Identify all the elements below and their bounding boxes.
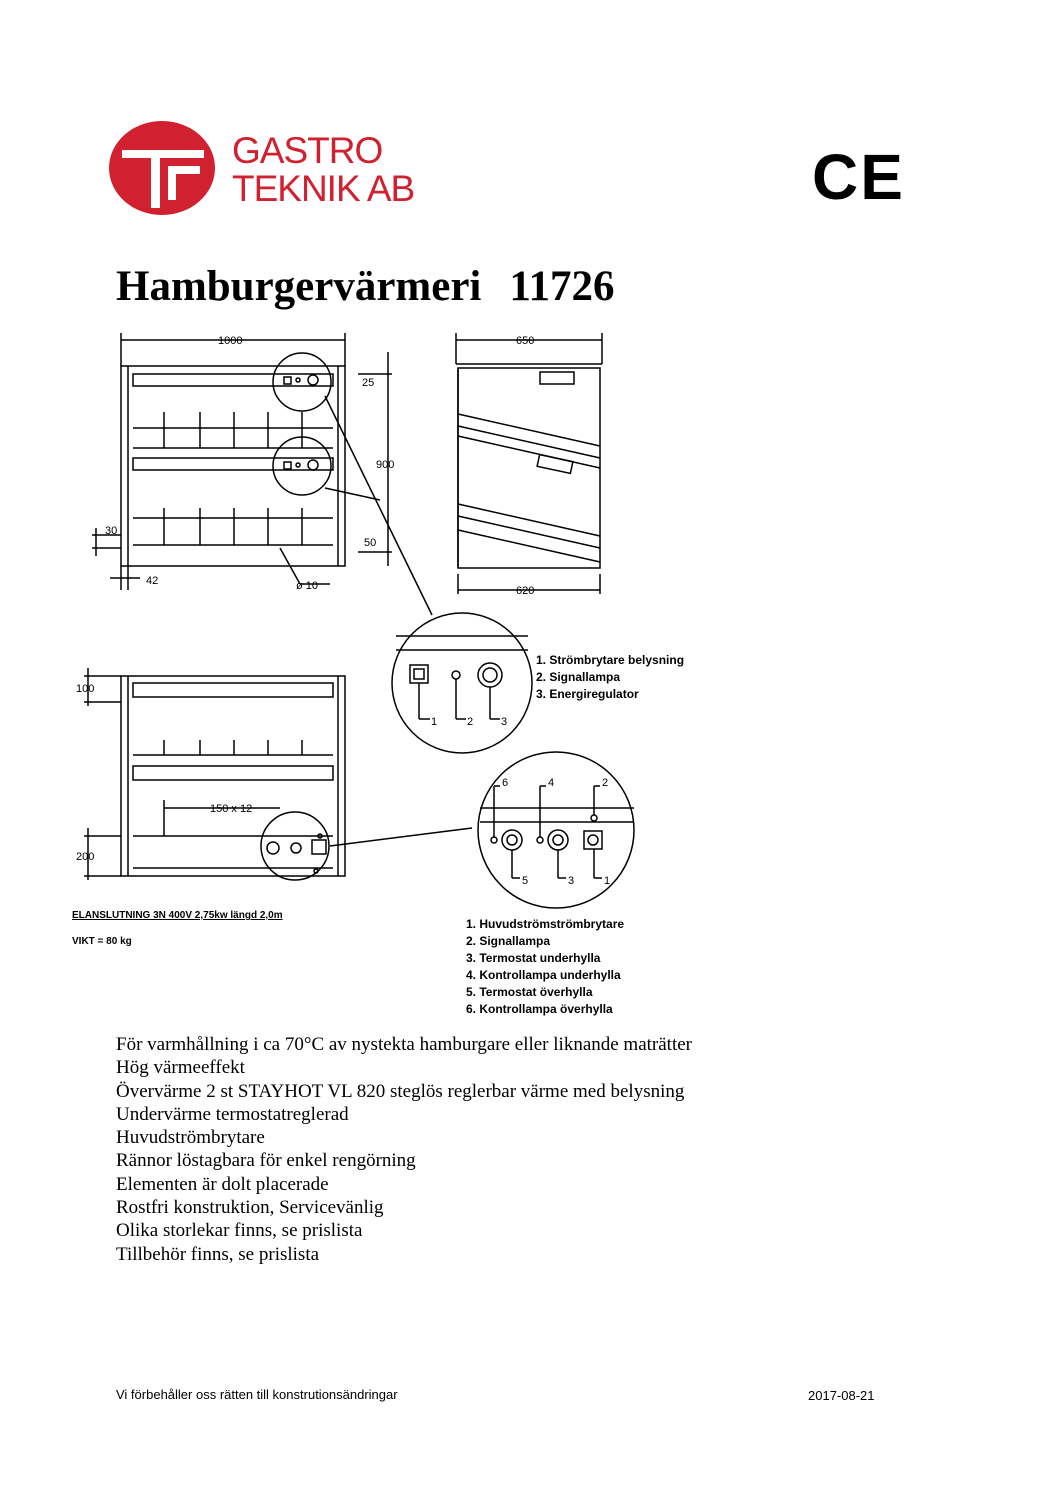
feature-item: Rännor löstagbara för enkel rengörning: [116, 1150, 416, 1172]
feature-item: Undervärme termostatreglerad: [116, 1103, 349, 1125]
callout-top-3: 3: [501, 716, 508, 728]
dim-side-depth-bottom: 620: [516, 585, 535, 597]
product-number: 11726: [509, 263, 615, 310]
legend-item: 3. Energiregulator: [536, 687, 639, 701]
legend-top-detail: [536, 652, 684, 703]
feature-item: Rostfri konstruktion, Servicevänlig: [116, 1197, 384, 1219]
dim-top-gap: 25: [362, 377, 375, 389]
legend-item: 1. Strömbrytare belysning: [536, 653, 685, 667]
callout-top-1: 1: [431, 716, 438, 728]
callout-bottom-2: 2: [602, 777, 609, 789]
page-title: [116, 262, 615, 311]
callout-bottom-5: 5: [522, 875, 529, 887]
feature-item: Tillbehör finns, se prislista: [116, 1243, 320, 1265]
electrical-connection: ELANSLUTNING 3N 400V 2,75kw längd 2,0m: [72, 910, 283, 921]
legend-item: 2. Signallampa: [536, 670, 621, 684]
dim-bar-height: 30: [105, 525, 118, 537]
feature-item: Huvudströmbrytare: [116, 1127, 265, 1149]
feature-item: Elementen är dolt placerade: [116, 1173, 329, 1195]
legend-item: 4. Kontrollampa underhylla: [466, 968, 621, 982]
legend-item: 3. Termostat underhylla: [466, 951, 601, 965]
legend-item: 5. Termostat överhylla: [466, 985, 593, 999]
callout-bottom-1: 1: [604, 875, 611, 887]
callout-bottom-6: 6: [502, 777, 509, 789]
gastroteknik-logo-icon: [108, 120, 220, 216]
dim-back-top: 100: [76, 683, 95, 695]
legend-item: 2. Signallampa: [466, 934, 551, 948]
dim-side-depth-top: 650: [516, 335, 535, 347]
logo-line-1: GASTRO: [232, 130, 383, 171]
legend-bottom-detail: [466, 916, 624, 1018]
dim-front-width: 1000: [218, 335, 243, 347]
feature-item: För varmhållning i ca 70°C av nystekta hamburgare eller liknande maträtter: [116, 1034, 693, 1055]
dim-tube-diameter: ø 10: [296, 580, 319, 592]
dim-height: 900: [376, 459, 395, 471]
dim-tray: 150 x 12: [210, 803, 253, 815]
dim-bottom-gap: 50: [364, 537, 377, 549]
callout-bottom-4: 4: [548, 777, 555, 789]
ce-mark: CE: [812, 141, 905, 213]
logo-line-2: TEKNIK AB: [232, 168, 415, 209]
dim-left-offset: 42: [146, 575, 159, 587]
feature-list: [116, 1033, 692, 1266]
callout-bottom-3: 3: [568, 875, 575, 887]
feature-item: Olika storlekar finns, se prislista: [116, 1220, 363, 1242]
legend-item: 6. Kontrollampa överhylla: [466, 1002, 613, 1016]
feature-item: Hög värmeeffekt: [116, 1057, 245, 1079]
footer-date: 2017-08-21: [808, 1388, 875, 1403]
footer-disclaimer: Vi förbehåller oss rätten till konstrutionsändringar: [116, 1387, 398, 1402]
legend-item: 1. Huvudströmströmbrytare: [466, 917, 625, 931]
callout-top-2: 2: [467, 716, 474, 728]
product-name: Hamburgervärmeri: [116, 263, 482, 310]
weight: VIKT = 80 kg: [72, 936, 132, 947]
feature-item: Övervärme 2 st STAYHOT VL 820 steglös reglerbar värme med belysning: [116, 1080, 685, 1102]
dim-back-bottom: 200: [76, 851, 95, 863]
